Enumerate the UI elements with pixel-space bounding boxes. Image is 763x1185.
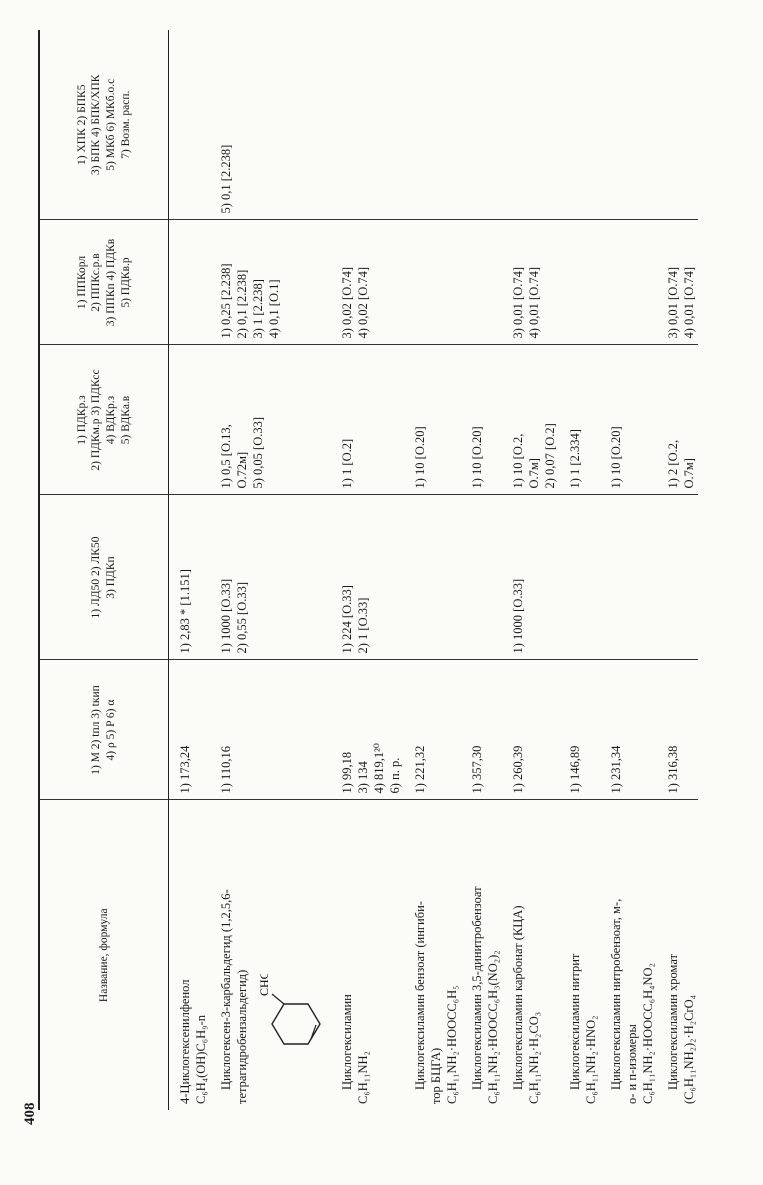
cell-value: 1) 316,38 xyxy=(666,745,680,794)
compound-name: Циклогексиламин нитробензоат, м-, xyxy=(609,898,623,1090)
structure-diagram xyxy=(254,807,328,1065)
pdk-air-cell xyxy=(404,345,461,495)
header-properties xyxy=(39,660,169,800)
properties-cell xyxy=(461,660,502,800)
bpk-cell xyxy=(600,30,657,220)
cell-value: 4) 819,1²⁰ xyxy=(372,743,386,794)
compound-formula: C₆H₁₁NH₂·HNO₂ xyxy=(584,1015,598,1104)
cell-value: 1) 10 [O.2, xyxy=(511,433,525,489)
cell-value: 1) 110,16 xyxy=(219,746,233,794)
pdk-air-cell xyxy=(169,345,211,495)
cell-value: 3) 0,01 [O.74] xyxy=(511,266,525,339)
pdk-water-cell xyxy=(657,220,698,345)
toxicity-cell xyxy=(404,495,461,660)
cell-value: 1) 99,18 xyxy=(340,751,354,794)
header-line: 4) ВДКр.з xyxy=(105,395,117,445)
compound-name: Циклогексиламин xyxy=(340,994,354,1090)
cell-value: 3) 1 [2.238] xyxy=(251,279,265,339)
cell-value: 2) 1 [O.33] xyxy=(356,597,370,654)
cell-value: 1) 10 [O.20] xyxy=(413,426,427,489)
table-row xyxy=(461,30,502,1110)
cyclohexene-ring-icon xyxy=(254,974,324,1064)
header-bpk xyxy=(39,30,169,220)
header-line: 2) ПДКм.р 3) ПДКсс xyxy=(90,369,103,471)
cell-value: 5) 0,05 [O.33] xyxy=(251,416,265,489)
compound-name: Циклогексиламин хромат xyxy=(666,953,680,1090)
compound-formula: тетрагидробензальдегид) xyxy=(235,969,249,1104)
cell-value: 6) п. р. xyxy=(388,757,402,794)
table-body xyxy=(169,30,699,1110)
header-line: 1) M 2) tпл 3) tкип xyxy=(90,685,103,775)
properties-cell xyxy=(502,660,559,800)
toxicity-cell xyxy=(461,495,502,660)
structure-label: CHO xyxy=(257,974,271,996)
compound-formula: C₆H₄(OH)C₆H₉-n xyxy=(194,1015,208,1104)
compound-name: Циклогексиламин карбонат (КЦА) xyxy=(511,905,525,1090)
pdk-water-cell xyxy=(502,220,559,345)
compound-formula: C₆H₁₁NH₂·H₂CO₃ xyxy=(527,1011,541,1104)
table-row xyxy=(600,30,657,1110)
toxicity-cell xyxy=(169,495,211,660)
header-line: Название, формула xyxy=(97,908,110,1003)
bpk-cell xyxy=(461,30,502,220)
pdk-water-cell xyxy=(600,220,657,345)
pdk-air-cell xyxy=(502,345,559,495)
pdk-water-cell xyxy=(559,220,600,345)
cell-value: 1) 0,25 [2.238] xyxy=(219,263,233,339)
header-line: 1) ПДКр.з xyxy=(75,395,88,445)
table-row xyxy=(404,30,461,1110)
pdk-water-cell xyxy=(461,220,502,345)
table-row xyxy=(559,30,600,1110)
cell-value: 1) 0,5 [O.13, xyxy=(219,424,233,489)
cell-value: 2) 0,07 [O.2] xyxy=(543,423,557,489)
cell-value: 1) 224 [O.33] xyxy=(340,585,354,654)
properties-cell xyxy=(404,660,461,800)
pdk-water-cell xyxy=(210,220,331,345)
header-line: 3) БПК 4) БПК/ХПК xyxy=(90,74,103,175)
table-row xyxy=(169,30,211,1110)
cell-value: 1) 231,34 xyxy=(609,745,623,794)
cell-value: 1) 260,39 xyxy=(511,745,525,794)
cell-value: 2) 0,55 [O.33] xyxy=(235,581,249,654)
cell-value: 5) 0,1 [2.238] xyxy=(219,144,233,214)
cell-value: 1) 1 [O.2] xyxy=(340,438,354,489)
properties-cell xyxy=(559,660,600,800)
compound-formula: C₆H₁₁NH₂·HOOCC₆H₃(NO₂)₂ xyxy=(486,950,500,1104)
compound-name-cell xyxy=(169,800,211,1110)
bpk-cell xyxy=(404,30,461,220)
cell-value: 1) 2,83 * [1.151] xyxy=(178,569,192,654)
header-line: 5) ПДКв.р xyxy=(119,257,132,308)
header-pdk-air xyxy=(39,345,169,495)
pdk-water-cell xyxy=(331,220,404,345)
compound-name-cell xyxy=(461,800,502,1110)
cell-value: O.7м] xyxy=(527,458,541,489)
pdk-water-cell xyxy=(169,220,211,345)
data-table-rotated xyxy=(38,30,733,1110)
toxicity-cell xyxy=(657,495,698,660)
cell-value: 1) 2 [O.2, xyxy=(666,439,680,489)
header-line: 3) ПДКп xyxy=(105,556,117,599)
toxicity-cell xyxy=(331,495,404,660)
cell-value: 1) 1000 [O.33] xyxy=(219,578,233,654)
cell-value: 4) 0,02 [O.74] xyxy=(356,266,370,339)
pdk-air-cell xyxy=(331,345,404,495)
properties-cell xyxy=(331,660,404,800)
compound-name: тор БЦГА) xyxy=(429,1047,443,1104)
cell-value: 1) 10 [O.20] xyxy=(470,426,484,489)
compound-name: о- и п-изомеры xyxy=(625,1024,639,1104)
page-number: 408 xyxy=(22,1102,38,1125)
header-line: 4) ρ 5) P 6) α xyxy=(105,699,117,761)
cell-value: O.7м] xyxy=(682,458,696,489)
pdk-air-cell xyxy=(210,345,331,495)
compound-name-cell xyxy=(559,800,600,1110)
cell-value: 4) 0,01 [O.74] xyxy=(682,266,696,339)
pdk-water-cell xyxy=(404,220,461,345)
header-name xyxy=(39,800,169,1110)
table-row xyxy=(210,30,331,1110)
header-line: 1) ЛД50 2) ЛК50 xyxy=(90,536,103,619)
bpk-cell xyxy=(331,30,404,220)
compound-name: 4-Циклогексенилфенол xyxy=(178,979,192,1104)
toxicity-cell xyxy=(502,495,559,660)
header-row xyxy=(39,30,169,1110)
bpk-cell xyxy=(169,30,211,220)
properties-cell xyxy=(657,660,698,800)
table-row xyxy=(331,30,404,1110)
pdk-air-cell xyxy=(657,345,698,495)
bpk-cell xyxy=(210,30,331,220)
properties-cell xyxy=(169,660,211,800)
compound-name: Циклогексиламин нитрит xyxy=(568,953,582,1090)
compound-name: Циклогексен-3-карбальдегид (1,2,5,6- xyxy=(219,889,233,1090)
compound-formula: C₆H₁₁NH₂·HOOCC₆H₄NO₂ xyxy=(641,963,655,1104)
cell-value: 3) 134 xyxy=(356,761,370,794)
compound-name-cell xyxy=(331,800,404,1110)
header-pdk-water xyxy=(39,220,169,345)
bpk-cell xyxy=(559,30,600,220)
cell-value: 1) 10 [O.20] xyxy=(609,426,623,489)
compound-name-cell xyxy=(657,800,698,1110)
header-line: 5) МКб 6) МКб.о.с xyxy=(105,78,117,171)
header-line: 5) ВДКа.в xyxy=(119,395,132,445)
pdk-air-cell xyxy=(461,345,502,495)
header-toxicity xyxy=(39,495,169,660)
compound-formula: C₆H₁₁NH₂ xyxy=(356,1051,370,1104)
data-table xyxy=(38,30,698,1110)
compound-name-cell xyxy=(404,800,461,1110)
cell-value: 4) 0,01 [O.74] xyxy=(527,266,541,339)
cell-value: 4) 0,1 [O.1] xyxy=(267,279,281,339)
toxicity-cell xyxy=(559,495,600,660)
compound-formula: C₆H₁₁NH₂·HOOCC₆H₅ xyxy=(445,985,459,1104)
table-row xyxy=(502,30,559,1110)
cell-value: 3) 0,01 [O.74] xyxy=(666,266,680,339)
cell-value: 1) 357,30 xyxy=(470,745,484,794)
bpk-cell xyxy=(657,30,698,220)
properties-cell xyxy=(600,660,657,800)
compound-name: Циклогексиламин бензоат (ингиби- xyxy=(413,901,427,1090)
compound-name: Циклогексиламин 3,5-динитробензоат xyxy=(470,886,484,1090)
cell-value: 1) 146,89 xyxy=(568,745,582,794)
pdk-air-cell xyxy=(559,345,600,495)
toxicity-cell xyxy=(210,495,331,660)
cell-value: O.72м] xyxy=(235,451,249,489)
table-row xyxy=(657,30,698,1110)
bpk-cell xyxy=(502,30,559,220)
cell-value: 1) 173,24 xyxy=(178,745,192,794)
compound-formula: (C₆H₁₁NH₂)₂·H₂CrO₄ xyxy=(682,995,696,1104)
cell-value: 2) 0,1 [2.238] xyxy=(235,269,249,339)
cell-value: 1) 1000 [O.33] xyxy=(511,578,525,654)
pdk-air-cell xyxy=(600,345,657,495)
cell-value: 1) 1 [2.334] xyxy=(568,429,582,489)
cell-value: 1) 221,32 xyxy=(413,745,427,794)
properties-cell xyxy=(210,660,331,800)
header-line: 3) ППКп 4) ПДКв xyxy=(105,238,117,327)
cell-value: 3) 0,02 [O.74] xyxy=(340,266,354,339)
compound-name-cell xyxy=(600,800,657,1110)
compound-name-cell xyxy=(210,800,331,1110)
toxicity-cell xyxy=(600,495,657,660)
compound-name-cell xyxy=(502,800,559,1110)
header-line: 7) Возм. расп. xyxy=(119,90,132,159)
header-line: 1) ППКорл xyxy=(75,255,88,310)
header-line: 2) ППКс.р.в xyxy=(90,253,103,312)
header-line: 1) ХПК 2) БПК5 xyxy=(75,84,88,165)
